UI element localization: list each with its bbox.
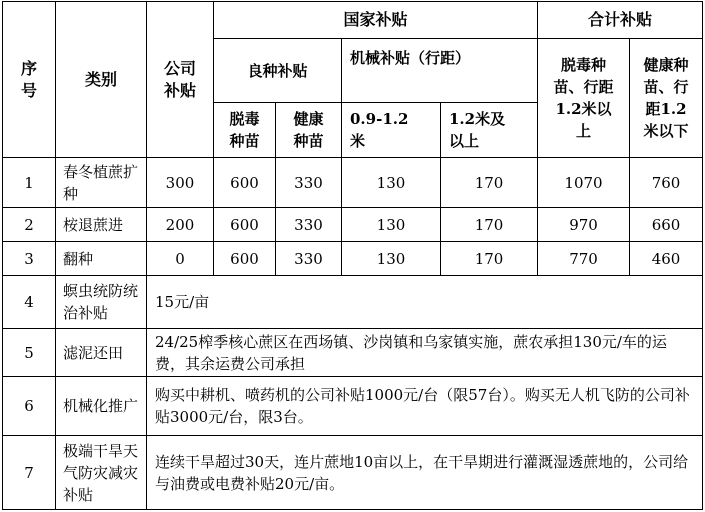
header-detox-seedling: 脱毒 种苗 [214, 103, 276, 158]
header-mech-range-b: 1.2米及 以上 [441, 103, 538, 158]
header-total-detox: 脱毒种 苗、行距 1.2米以 上 [538, 39, 630, 158]
row-category: 螟虫统防统治补贴 [56, 276, 147, 329]
table-row [3, 158, 703, 208]
table-row [3, 208, 703, 242]
row-total-detox: 1070 [538, 158, 630, 208]
header-company-subsidy: 公司 补贴 [147, 2, 214, 158]
row-mech-b: 170 [441, 158, 538, 208]
header-healthy-seedling: 健康 种苗 [276, 103, 342, 158]
table-row-extra [3, 329, 703, 377]
row-mech-a: 130 [342, 242, 441, 276]
row-seq: 5 [3, 329, 56, 377]
row-mech-b: 170 [441, 242, 538, 276]
row-seq: 6 [3, 377, 56, 436]
table-row [3, 242, 703, 276]
row-total-healthy: 660 [630, 208, 703, 242]
row-description: 24/25榨季核心蔗区在西场镇、沙岗镇和乌家镇实施，蔗农承担130元/车的运费，其余运费公司承担 [147, 329, 703, 377]
header-seq: 序 号 [3, 2, 56, 158]
header-seed-subsidy: 良种补贴 [214, 39, 342, 103]
row-category: 机械化推广 [56, 377, 147, 436]
row-seq: 4 [3, 276, 56, 329]
subsidy-table [2, 1, 703, 510]
row-total-healthy: 460 [630, 242, 703, 276]
header-mech-subsidy: 机械补贴（行距） [342, 39, 538, 103]
row-total-detox: 770 [538, 242, 630, 276]
row-mech-a: 130 [342, 208, 441, 242]
row-category: 桉退蔗进 [56, 208, 147, 242]
row-total-healthy: 760 [630, 158, 703, 208]
header-mech-range-a: 0.9-1.2 米 [342, 103, 441, 158]
row-detox: 600 [214, 242, 276, 276]
header-total-healthy: 健康种 苗、行 距1.2 米以下 [630, 39, 703, 158]
row-healthy: 330 [276, 242, 342, 276]
row-category: 翻种 [56, 242, 147, 276]
row-seq: 2 [3, 208, 56, 242]
row-total-detox: 970 [538, 208, 630, 242]
row-company-subsidy: 0 [147, 242, 214, 276]
row-description: 购买中耕机、喷药机的公司补贴1000元/台（限57台）。购买无人机飞防的公司补贴3000元/台，限3台。 [147, 377, 703, 436]
row-seq: 7 [3, 436, 56, 510]
row-description: 连续干旱超过30天，连片蔗地10亩以上，在干旱期进行灌溉湿透蔗地的，公司给与油费或电费补贴20元/亩。 [147, 436, 703, 510]
row-category: 滤泥还田 [56, 329, 147, 377]
header-total-subsidy: 合计补贴 [538, 2, 703, 39]
row-category: 极端干旱天气防灾减灾补贴 [56, 436, 147, 510]
table-row-extra [3, 276, 703, 329]
row-company-subsidy: 200 [147, 208, 214, 242]
header-category: 类别 [56, 2, 147, 158]
row-category: 春冬植蔗扩种 [56, 158, 147, 208]
header-national-subsidy: 国家补贴 [214, 2, 538, 39]
row-detox: 600 [214, 158, 276, 208]
row-seq: 1 [3, 158, 56, 208]
table-row-extra [3, 436, 703, 510]
row-healthy: 330 [276, 208, 342, 242]
row-detox: 600 [214, 208, 276, 242]
row-healthy: 330 [276, 158, 342, 208]
table-row-extra [3, 377, 703, 436]
row-description: 15元/亩 [147, 276, 703, 329]
row-mech-a: 130 [342, 158, 441, 208]
row-company-subsidy: 300 [147, 158, 214, 208]
row-mech-b: 170 [441, 208, 538, 242]
row-seq: 3 [3, 242, 56, 276]
